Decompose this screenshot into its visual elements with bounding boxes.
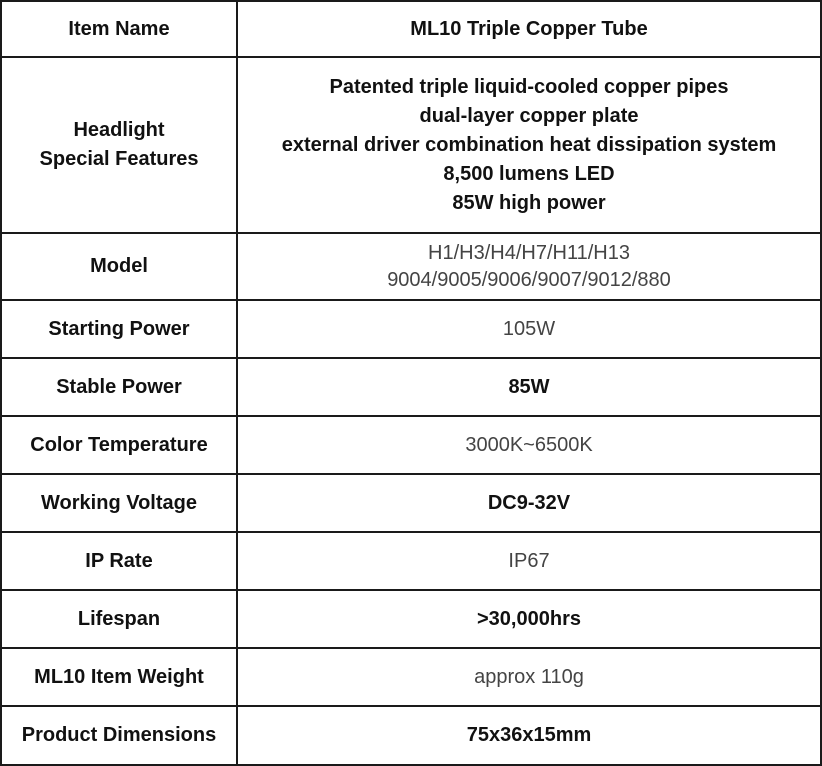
starting-power-value: 105W bbox=[238, 301, 820, 359]
feature-line: Patented triple liquid-cooled copper pipes bbox=[329, 75, 729, 98]
item-weight-value: approx 110g bbox=[238, 649, 820, 707]
working-voltage-value: DC9-32V bbox=[238, 475, 820, 533]
features-label-line2: Special Features bbox=[39, 148, 199, 170]
working-voltage-label: Working Voltage bbox=[2, 475, 238, 533]
item-name-label: Item Name bbox=[2, 2, 238, 58]
ip-rate-value: IP67 bbox=[238, 533, 820, 591]
model-label: Model bbox=[2, 234, 238, 301]
feature-line: 85W high power bbox=[452, 191, 606, 214]
features-value bbox=[238, 58, 820, 234]
model-line: H1/H3/H4/H7/H11/H13 bbox=[428, 241, 630, 264]
item-name-value: ML10 Triple Copper Tube bbox=[238, 2, 820, 58]
feature-line: 8,500 lumens LED bbox=[443, 162, 615, 185]
ip-rate-label: IP Rate bbox=[2, 533, 238, 591]
feature-line: dual-layer copper plate bbox=[419, 104, 639, 127]
product-dimensions-label: Product Dimensions bbox=[2, 707, 238, 764]
stable-power-value: 85W bbox=[238, 359, 820, 417]
stable-power-label: Stable Power bbox=[2, 359, 238, 417]
item-weight-label: ML10 Item Weight bbox=[2, 649, 238, 707]
model-line: 9004/9005/9006/9007/9012/880 bbox=[387, 268, 671, 291]
starting-power-label: Starting Power bbox=[2, 301, 238, 359]
lifespan-value: >30,000hrs bbox=[238, 591, 820, 649]
features-label-line1: Headlight bbox=[73, 119, 165, 141]
features-label bbox=[2, 58, 238, 234]
model-value bbox=[238, 234, 820, 301]
product-dimensions-value: 75x36x15mm bbox=[466, 724, 592, 746]
feature-line: external driver combination heat dissipation system bbox=[281, 133, 777, 156]
color-temperature-value: 3000K~6500K bbox=[238, 417, 820, 475]
color-temperature-label: Color Temperature bbox=[2, 417, 238, 475]
lifespan-label: Lifespan bbox=[2, 591, 238, 649]
